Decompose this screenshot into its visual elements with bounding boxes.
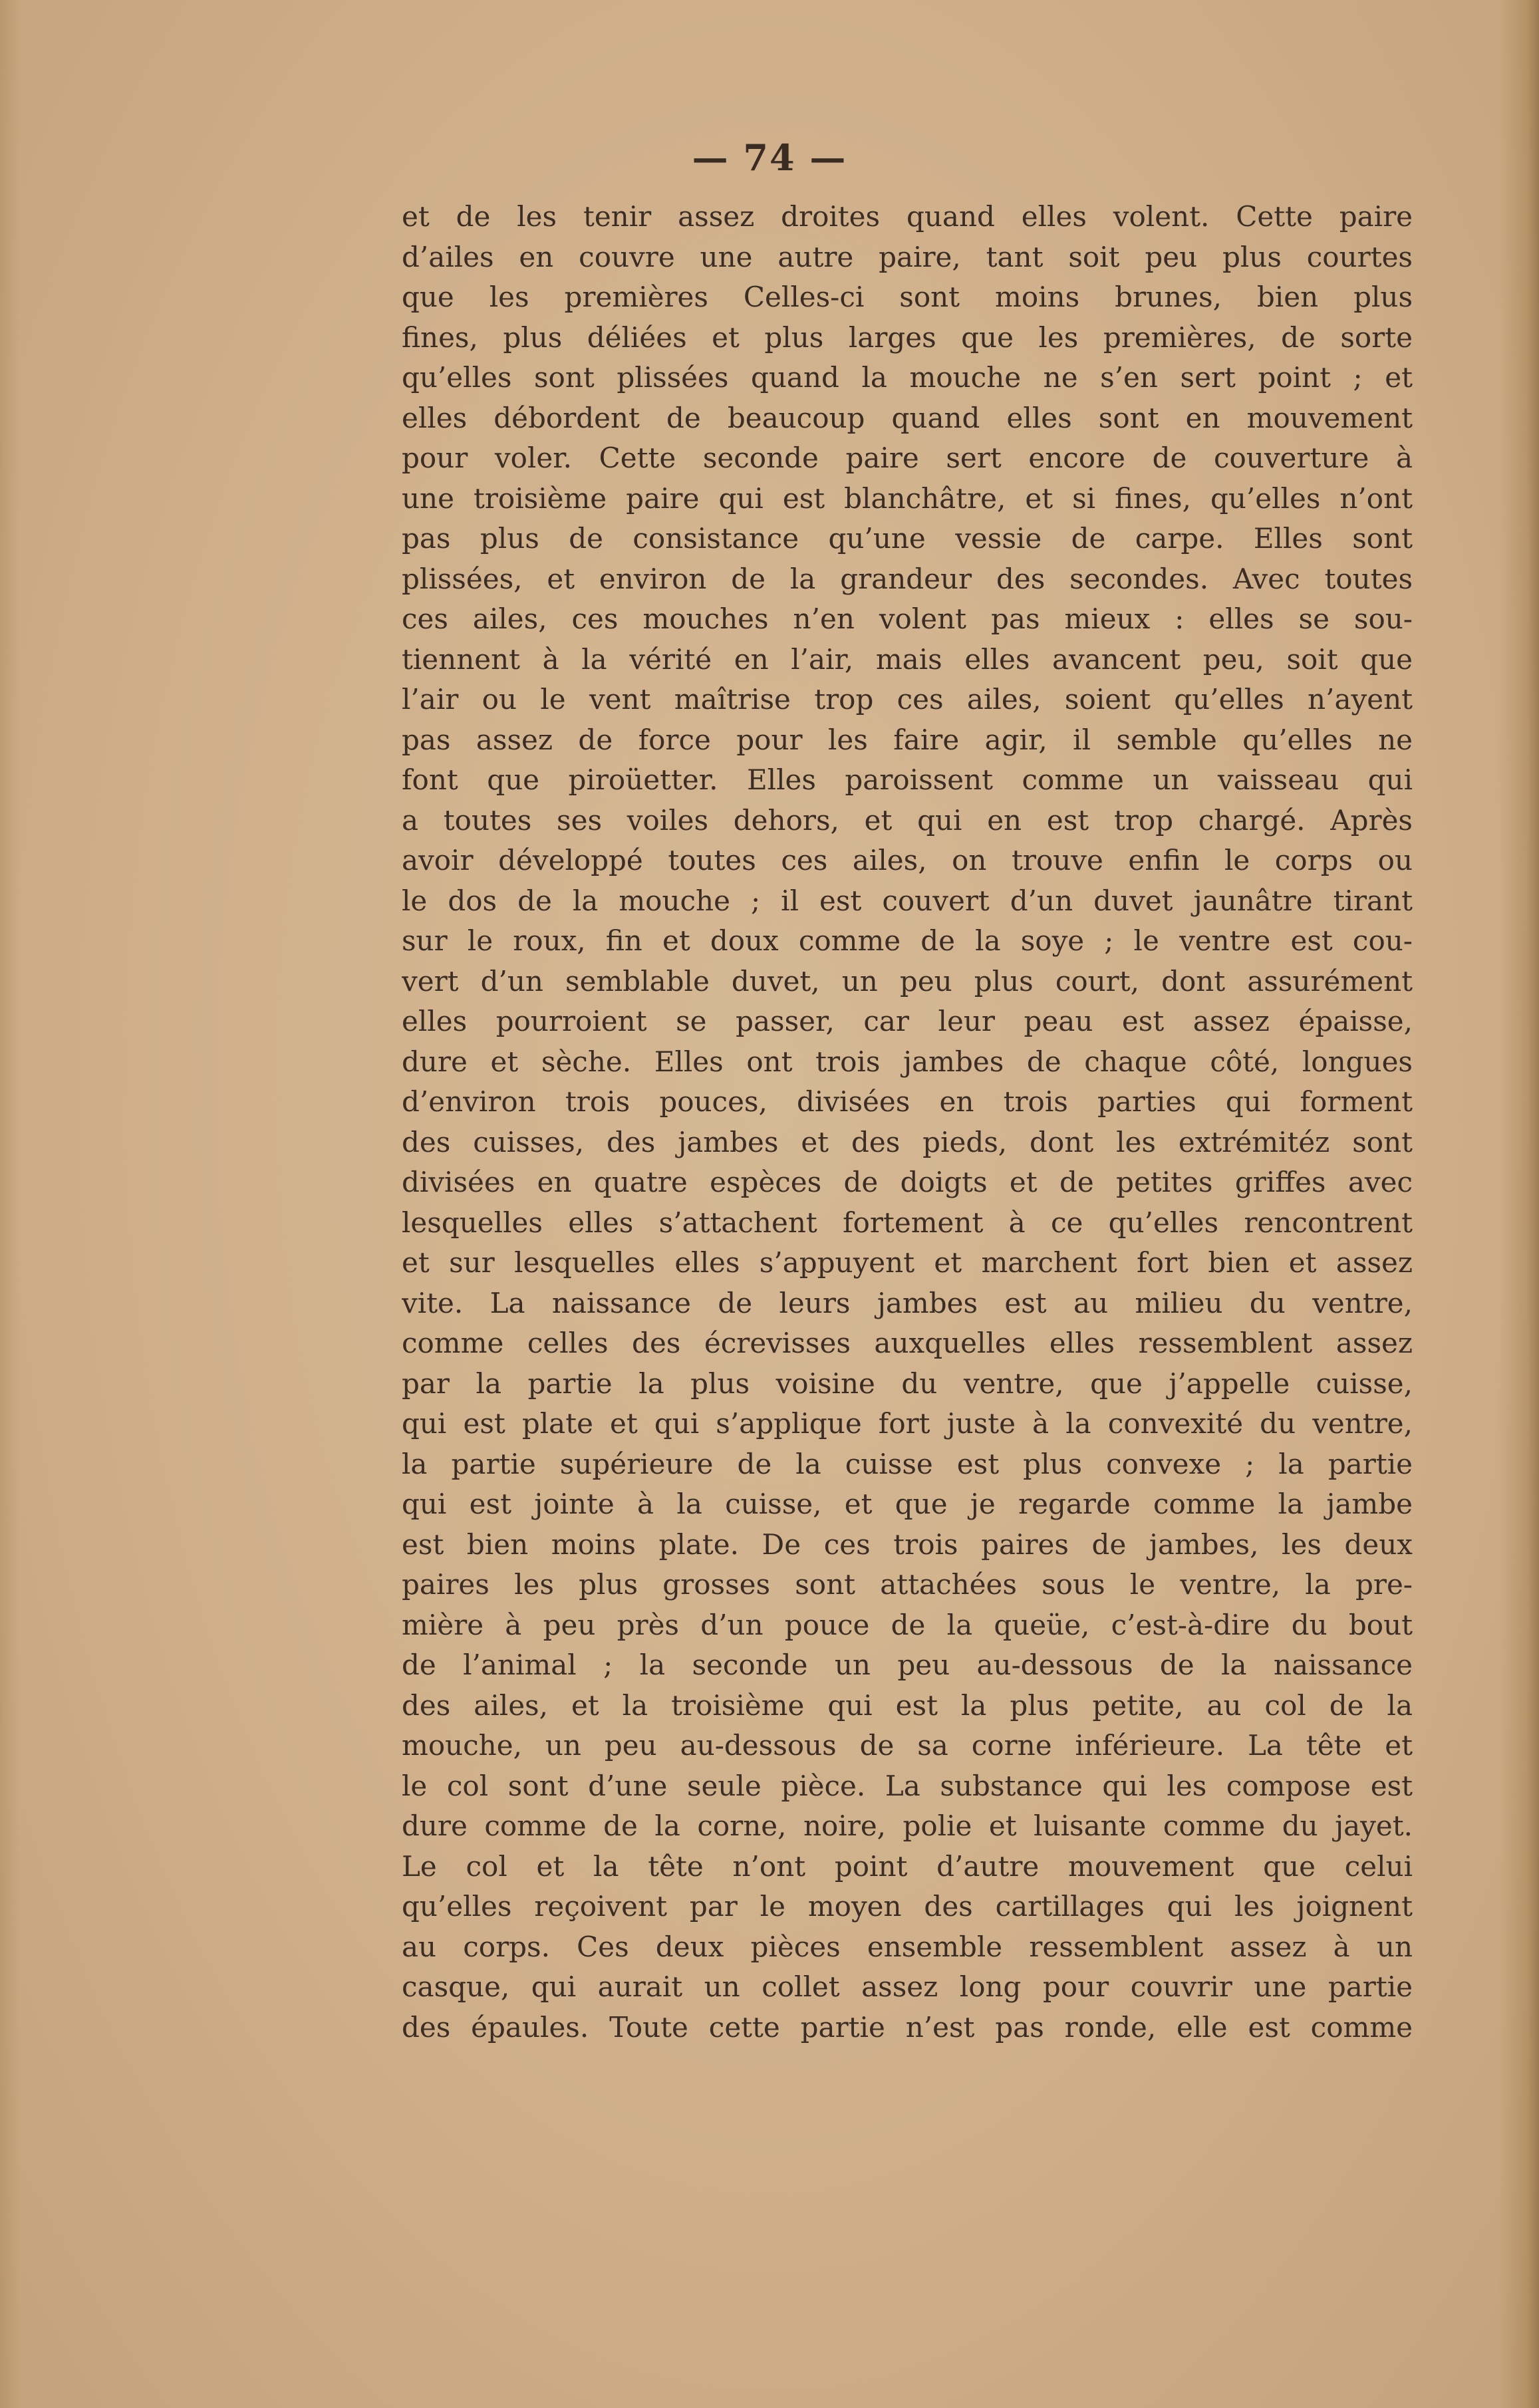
text-line: plissées, et environ de la grandeur des secondes. Avec toutes xyxy=(402,562,1413,595)
text-line: mière à peu près d’un pouce de la queüe, c’est-à-dire du bout xyxy=(402,1608,1413,1641)
text-line: qu’elles sont plissées quand la mouche ne s’en sert point ; et xyxy=(402,361,1413,394)
page-left-edge-shadow xyxy=(0,0,20,2408)
text-line: et de les tenir assez droites quand elles volent. Cette paire xyxy=(402,200,1413,233)
text-line: elles pourroient se passer, car leur peau est assez épaisse, xyxy=(402,1005,1413,1037)
text-line: qui est plate et qui s’applique fort juste à la convexité du ventre, xyxy=(402,1407,1413,1440)
text-line: des épaules. Toute cette partie n’est pas ronde, elle est comme xyxy=(402,2010,1413,2044)
text-line: pas plus de consistance qu’une vessie de carpe. Elles sont xyxy=(402,522,1413,555)
text-line: comme celles des écrevisses auxquelles elles ressemblent assez xyxy=(402,1327,1413,1359)
text-line: dure comme de la corne, noire, polie et luisante comme du jayet. xyxy=(402,1809,1413,1842)
page-number: — 74 — xyxy=(692,136,847,179)
text-line: paires les plus grosses sont attachées sous le ventre, la pre- xyxy=(402,1568,1413,1601)
text-line: divisées en quatre espèces de doigts et de petites griffes avec xyxy=(402,1166,1413,1198)
text-line: des ailes, et la troisième qui est la plus petite, au col de la xyxy=(402,1688,1413,1722)
text-line: casque, qui aurait un collet assez long pour couvrir une partie xyxy=(402,1970,1413,2003)
text-line: qui est jointe à la cuisse, et que je regarde comme la jambe xyxy=(402,1488,1413,1520)
text-line: mouche, un peu au-dessous de sa corne inférieure. La tête et xyxy=(402,1729,1413,1762)
text-line: au corps. Ces deux pièces ensemble ressemblent assez à un xyxy=(402,1930,1413,1963)
text-line: avoir développé toutes ces ailes, on trouve enfin le corps ou xyxy=(402,844,1413,876)
text-line: des cuisses, des jambes et des pieds, dont les extrémitéz sont xyxy=(402,1125,1413,1158)
text-line: font que piroüetter. Elles paroissent comme un vaisseau qui xyxy=(402,763,1413,796)
text-line: et sur lesquelles elles s’appuyent et marchent fort bien et assez xyxy=(402,1246,1413,1279)
page-right-edge-shadow xyxy=(1499,0,1539,2408)
text-line: tiennent à la vérité en l’air, mais elles avancent peu, soit que xyxy=(402,642,1413,676)
text-line: est bien moins plate. De ces trois paires de jambes, les deux xyxy=(402,1528,1413,1561)
text-line: que les premières Celles-ci sont moins brunes, bien plus xyxy=(402,281,1413,313)
text-line: le dos de la mouche ; il est couvert d’un duvet jaunâtre tirant xyxy=(402,884,1413,917)
text-line: lesquelles elles s’attachent fortement à ce qu’elles rencontrent xyxy=(402,1206,1413,1239)
text-line: sur le roux, fin et doux comme de la soye ; le ventre est cou- xyxy=(402,924,1413,957)
text-line: pour voler. Cette seconde paire sert encore de couverture à xyxy=(402,442,1413,474)
text-line: le col sont d’une seule pièce. La substance qui les compose est xyxy=(402,1769,1413,1802)
text-line: la partie supérieure de la cuisse est plus convexe ; la partie xyxy=(402,1447,1413,1480)
text-line: a toutes ses voiles dehors, et qui en est trop chargé. Après xyxy=(402,803,1413,837)
text-line: elles débordent de beaucoup quand elles sont en mouvement xyxy=(402,401,1413,434)
text-line: Le col et la tête n’ont point d’autre mouvement que celui xyxy=(402,1849,1413,1883)
text-line: une troisième paire qui est blanchâtre, et si fines, qu’elles n’ont xyxy=(402,481,1413,515)
text-line: par la partie la plus voisine du ventre, que j’appelle cuisse, xyxy=(402,1367,1413,1400)
text-line: d’environ trois pouces, divisées en trois parties qui forment xyxy=(402,1085,1413,1118)
text-line: d’ailes en couvre une autre paire, tant soit peu plus courtes xyxy=(402,240,1413,273)
text-line: dure et sèche. Elles ont trois jambes de chaque côté, longues xyxy=(402,1045,1413,1078)
text-line: vite. La naissance de leurs jambes est au milieu du ventre, xyxy=(402,1286,1413,1319)
text-line: pas assez de force pour les faire agir, il semble qu’elles ne xyxy=(402,723,1413,756)
body-text xyxy=(402,197,1413,2048)
text-line: qu’elles reçoivent par le moyen des cartillages qui les joignent xyxy=(402,1890,1413,1923)
text-line: fines, plus déliées et plus larges que les premières, de sorte xyxy=(402,321,1413,354)
text-line: ces ailes, ces mouches n’en volent pas mieux : elles se sou- xyxy=(402,602,1413,635)
text-line: l’air ou le vent maîtrise trop ces ailes, soient qu’elles n’ayent xyxy=(402,683,1413,716)
text-line: vert d’un semblable duvet, un peu plus court, dont assurément xyxy=(402,964,1413,998)
text-line: de l’animal ; la seconde un peu au-dessous de la naissance xyxy=(402,1649,1413,1681)
